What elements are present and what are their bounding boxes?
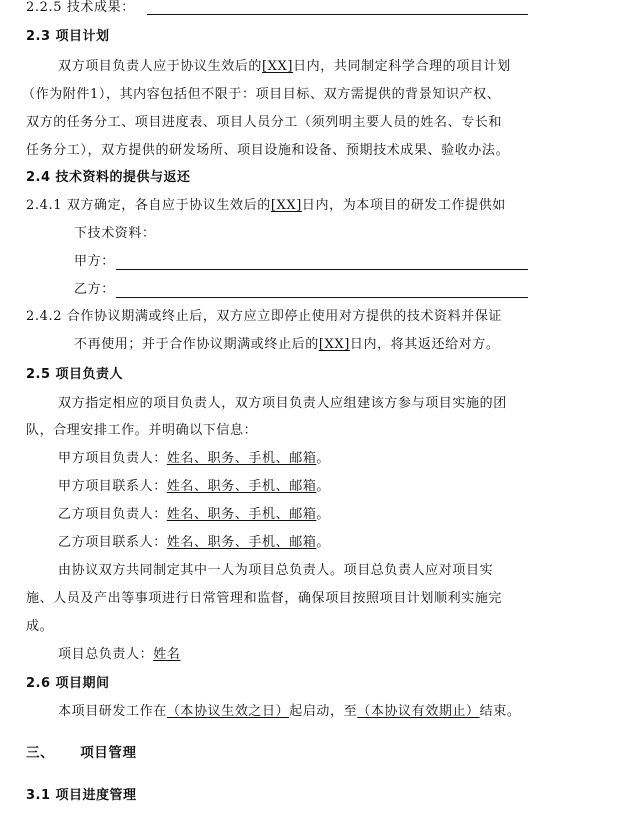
party-a-label: 甲方：: [74, 254, 115, 269]
section-2-4-title: 2.4 技术资料的提供与返还: [26, 170, 191, 185]
person-info-placeholder: 姓名、职务、手机、邮箱: [166, 451, 317, 466]
s25-line-3: 由协议双方共同制定其中一人为项目总负责人。项目总负责人应对项目实: [58, 563, 494, 578]
s25-line-4: 施、人员及产出等事项进行日常管理和监督，确保项目按照项目计划顺利实施完: [26, 591, 503, 606]
clause-label: 技术成果：: [66, 0, 135, 15]
s25-line-2: 队，合理安排工作。并明确以下信息：: [26, 423, 258, 438]
s23-line-4: 任务分工），双方提供的研发场所、项目设施和设备、预期技术成果、验收办法。: [26, 143, 510, 158]
s25-line-5: 成。: [26, 619, 54, 634]
s24-p2-line-1: 2.4.2 合作协议期满或终止后，双方应立即停止使用对方提供的技术资料并保证: [26, 309, 503, 324]
party-a-blank-line: [116, 269, 528, 270]
chief-lead-row: 项目总负责人：姓名: [58, 647, 181, 662]
chapter-3-heading: [26, 745, 137, 761]
person-row-a-lead: 甲方项目负责人：姓名、职务、手机、邮箱。: [58, 451, 331, 466]
section-2-6-title: 2.6 项目期间: [26, 676, 110, 691]
s24-p1-line-2: 下技术资料：: [74, 226, 156, 241]
s24-p2-line-2: 不再使用；并于合作协议期满或终止后的[XX]日内，将其返还给对方。: [74, 337, 500, 352]
person-info-placeholder: 姓名、职务、手机、邮箱: [166, 507, 317, 522]
clause-2-2-5: [26, 0, 135, 16]
s23-line-1: 双方项目负责人应于协议生效后的[XX]日内，共同制定科学合理的项目计划: [58, 59, 511, 74]
clause-number: 2.2.5: [26, 0, 63, 15]
s23-line-2: （作为附件1），其内容包括但不限于：项目目标、双方需提供的背景知识产权、: [22, 87, 501, 102]
days-placeholder: [XX]: [318, 337, 350, 352]
s23-line-3: 双方的任务分工、项目进度表、项目人员分工（须列明主要人员的姓名、专长和: [26, 115, 503, 130]
section-2-5-title: 2.5 项目负责人: [26, 367, 124, 382]
start-date-placeholder: （本协议生效之日）: [166, 704, 290, 719]
days-placeholder: [XX]: [270, 198, 302, 213]
s24-p1-line-1: 2.4.1 双方确定，各自应于协议生效后的[XX]日内，为本项目的研发工作提供如: [26, 198, 506, 213]
person-info-placeholder: 姓名、职务、手机、邮箱: [166, 479, 317, 494]
party-b-label: 乙方：: [74, 282, 115, 297]
tech-result-blank-line: [147, 14, 528, 15]
s26-line-1: 本项目研发工作在（本协议生效之日）起启动，至（本协议有效期止）结束。: [58, 704, 521, 719]
section-3-1-title: 3.1 项目进度管理: [26, 788, 137, 803]
clause-number: 2.4.1: [26, 198, 63, 213]
person-row-b-lead: 乙方项目负责人：姓名、职务、手机、邮箱。: [58, 507, 331, 522]
clause-number: 2.4.2: [26, 309, 63, 324]
chapter-number: 三、: [26, 745, 55, 761]
person-row-b-contact: 乙方项目联系人：姓名、职务、手机、邮箱。: [58, 535, 331, 550]
end-date-placeholder: （本协议有效期止）: [357, 704, 480, 719]
chapter-title: 项目管理: [80, 745, 137, 761]
section-2-3-title: 2.3 项目计划: [26, 29, 110, 44]
s25-line-1: 双方指定相应的项目负责人，双方项目负责人应组建该方参与项目实施的团: [58, 396, 507, 411]
days-placeholder: [XX]: [262, 59, 294, 74]
party-b-blank-line: [116, 297, 528, 298]
person-info-placeholder: 姓名、职务、手机、邮箱: [166, 535, 317, 550]
person-row-a-contact: 甲方项目联系人：姓名、职务、手机、邮箱。: [58, 479, 331, 494]
chief-name-placeholder: 姓名: [153, 647, 181, 662]
